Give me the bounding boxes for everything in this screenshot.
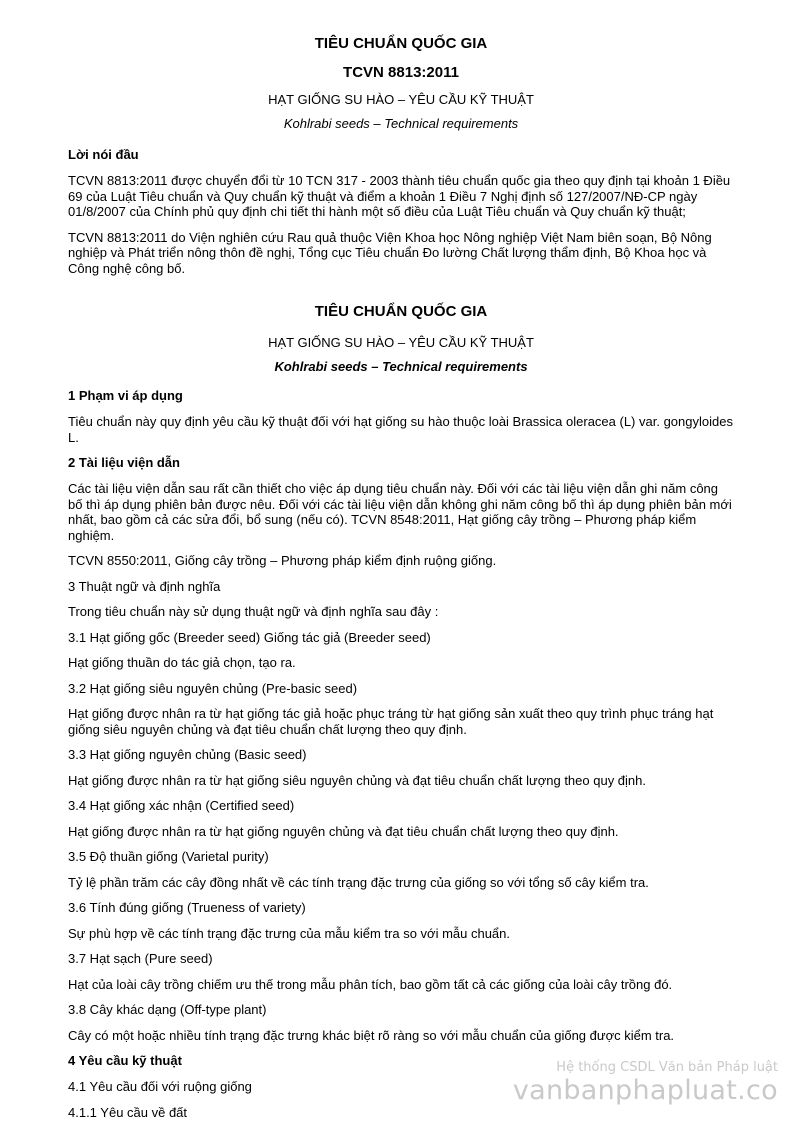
- term-3-2: 3.2 Hạt giống siêu nguyên chủng (Pre-basic seed): [68, 680, 358, 696]
- definition-3-2: Hạt giống được nhân ra từ hạt giống tác giả hoặc phục tráng từ hạt giống sản xuất theo quy trình phục tráng hạt giống siêu nguyên chủng và đạt tiêu chuẩn chất lượng theo quy định.: [68, 706, 714, 737]
- definition-3-7: Hạt của loài cây trồng chiếm ưu thế trong mẫu phân tích, bao gồm tất cả các giống của loài cây trồng đó.: [68, 976, 673, 992]
- definition-3-4: Hạt giống được nhân ra từ hạt giống nguyên chủng và đạt tiêu chuẩn chất lượng theo quy định.: [68, 823, 619, 839]
- requirements-heading: 4 Yêu cầu kỹ thuật: [68, 1053, 182, 1068]
- term-3-7: 3.7 Hạt sạch (Pure seed): [68, 951, 213, 966]
- requirements-4-1: 4.1 Yêu cầu đối với ruộng giống: [68, 1079, 252, 1094]
- term-3-6: 3.6 Tính đúng giống (Trueness of variety): [68, 900, 306, 915]
- doc-name-vi: HẠT GIỐNG SU HÀO – YÊU CẦU KỸ THUẬT: [268, 92, 534, 107]
- term-3-8: 3.8 Cây khác dạng (Off-type plant): [68, 1002, 267, 1017]
- section-name-en: Kohlrabi seeds – Technical requirements: [274, 359, 528, 374]
- doc-name-en: Kohlrabi seeds – Technical requirements: [283, 116, 519, 131]
- term-3-3: 3.3 Hạt giống nguyên chủng (Basic seed): [68, 747, 307, 762]
- watermark-line-1: Hệ thống CSDL Văn bản Pháp luật: [556, 1060, 778, 1075]
- scope-heading: 1 Phạm vi áp dụng: [68, 388, 183, 403]
- definition-3-6: Sự phù hợp về các tính trạng đặc trưng của mẫu kiểm tra so với mẫu chuẩn.: [68, 925, 511, 941]
- requirements-4-1-1: 4.1.1 Yêu cầu về đất: [68, 1104, 188, 1120]
- section-title: TIÊU CHUẨN QUỐC GIA: [314, 303, 488, 320]
- terms-heading: 3 Thuật ngữ và định nghĩa: [68, 578, 221, 594]
- definition-3-1: Hạt giống thuần do tác giả chọn, tạo ra.: [68, 655, 296, 670]
- term-3-5: 3.5 Độ thuần giống (Varietal purity): [68, 849, 269, 864]
- doc-code: TCVN 8813:2011: [343, 64, 459, 81]
- scope-paragraph: Tiêu chuẩn này quy định yêu cầu kỹ thuật đối với hạt giống su hào thuộc loài Brassica oleracea (L) var. gongyloides L.: [68, 414, 733, 445]
- site-watermark: [513, 1060, 778, 1106]
- foreword-heading: Lời nói đầu: [68, 147, 139, 162]
- term-3-1: 3.1 Hạt giống gốc (Breeder seed) Giống tác giả (Breeder seed): [68, 629, 431, 645]
- definition-3-8: Cây có một hoặc nhiều tính trạng đặc trưng khác biệt rõ ràng so với mẫu chuẩn của giống được kiểm tra.: [68, 1027, 675, 1043]
- watermark-line-2: vanbanphapluat.co: [512, 1075, 778, 1106]
- foreword-paragraph-2: TCVN 8813:2011 do Viện nghiên cứu Rau quả thuộc Viện Khoa học Nông nghiệp Việt Nam biên soạn, Bộ Nông nghiệp và Phát triển nông thôn đề nghị, Tổng cục Tiêu chuẩn Đo lường Chất lượng thẩm định, Bộ Khoa học và Công nghệ công bố.: [68, 229, 712, 276]
- references-heading: 2 Tài liệu viện dẫn: [68, 455, 180, 470]
- section-name-vi: HẠT GIỐNG SU HÀO – YÊU CẦU KỸ THUẬT: [268, 335, 534, 350]
- terms-intro: Trong tiêu chuẩn này sử dụng thuật ngữ và định nghĩa sau đây :: [68, 604, 439, 619]
- references-paragraph-2: TCVN 8550:2011, Giống cây trồng – Phương pháp kiểm định ruộng giống.: [68, 553, 497, 568]
- definition-3-3: Hạt giống được nhân ra từ hạt giống siêu nguyên chủng và đạt tiêu chuẩn chất lượng theo quy định.: [68, 772, 646, 788]
- definition-3-5: Tỷ lệ phần trăm các cây đồng nhất về các tính trạng đặc trưng của giống so với tổng số cây kiểm tra.: [68, 874, 649, 890]
- foreword-paragraph-1: TCVN 8813:2011 được chuyển đổi từ 10 TCN 317 - 2003 thành tiêu chuẩn quốc gia theo quy định tại khoản 1 Điều 69 của Luật Tiêu chuẩn và Quy chuẩn kỹ thuật và điểm a khoản 1 Điều 7 Nghị định số 127/2007/NĐ-CP ngày 01/8/2007 của Chính phủ quy định chi tiết thi hành một số điều của Luật Tiêu chuẩn và Quy chuẩn kỹ thuật;: [68, 173, 731, 219]
- references-paragraph-1: Các tài liệu viện dẫn sau rất cần thiết cho việc áp dụng tiêu chuẩn này. Đối với các tài liệu viện dẫn ghi năm công bố thì áp dụng phiên bản được nêu. Đối với các tài liệu viện dẫn không ghi năm công bố thì áp dụng phiên bản mới nhất, bao gồm cả các sửa đổi, bổ sung (nếu có). TCVN 8548:2011, Hạt giống cây trồng – Phương pháp kiểm nghiệm.: [68, 481, 732, 543]
- document-page: [68, 32, 734, 1120]
- term-3-4: 3.4 Hạt giống xác nhận (Certified seed): [68, 798, 295, 813]
- doc-title: TIÊU CHUẨN QUỐC GIA: [314, 35, 488, 52]
